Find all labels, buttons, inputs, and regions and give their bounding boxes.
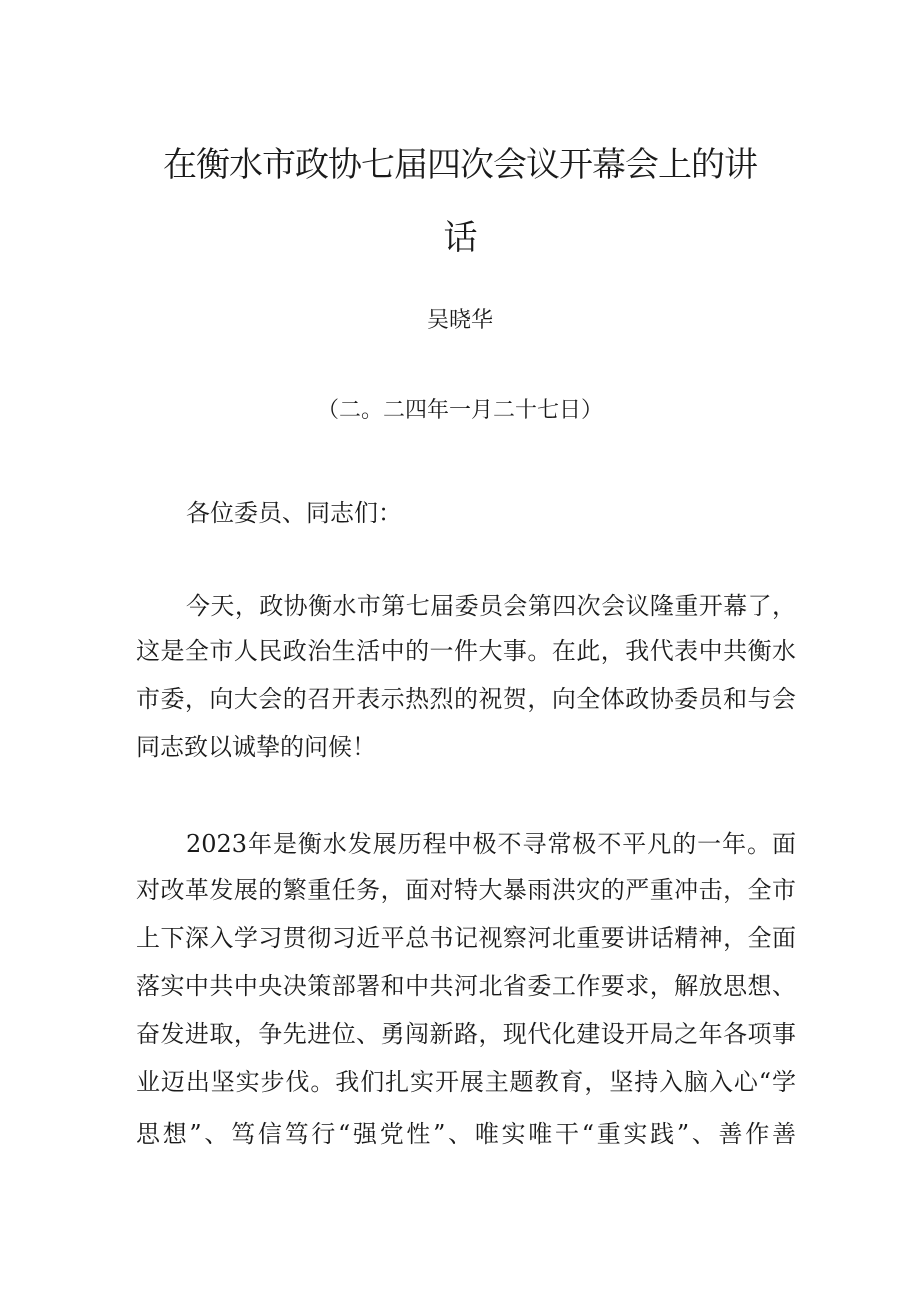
paragraph-2-line: 业迈出坚实步伐。我们扎实开展主题教育，坚持入脑入心“学 [136,1068,796,1096]
speech-date: （二。二四年一月二十七日） [316,398,603,423]
document-title-line-1: 在衡水市政协七届四次会议开幕会上的讲 [163,145,757,185]
salutation: 各位委员、同志们： [186,499,402,527]
paragraph-2-line: 2023年是衡水发展历程中极不寻常极不平凡的一年。面 [186,830,796,858]
paragraph-2-line: 奋发进取，争先进位、勇闯新路，现代化建设开局之年各项事 [136,1020,796,1048]
paragraph-1-line: 这是全市人民政治生活中的一件大事。在此，我代表中共衡水 [136,637,796,665]
paragraph-2-line: 上下深入学习贯彻习近平总书记视察河北重要讲话精神，全面 [136,924,796,952]
document-title-line-2: 话 [443,218,477,258]
paragraph-2-line: 对改革发展的繁重任务，面对特大暴雨洪灾的严重冲击，全市 [136,876,796,904]
paragraph-2-line: 落实中共中央决策部署和中共河北省委工作要求，解放思想、 [136,972,796,1000]
paragraph-1-line: 今天，政协衡水市第七届委员会第四次会议隆重开幕了， [186,592,796,620]
paragraph-1-line: 市委，向大会的召开表示热烈的祝贺，向全体政协委员和与会 [136,685,796,713]
paragraph-2-line: 思想”、笃信笃行“强党性”、唯实唯干“重实践”、善作善 [136,1120,796,1148]
author-name: 吴晓华 [426,308,493,333]
paragraph-1-line: 同志致以诚挚的问候！ [136,733,376,761]
